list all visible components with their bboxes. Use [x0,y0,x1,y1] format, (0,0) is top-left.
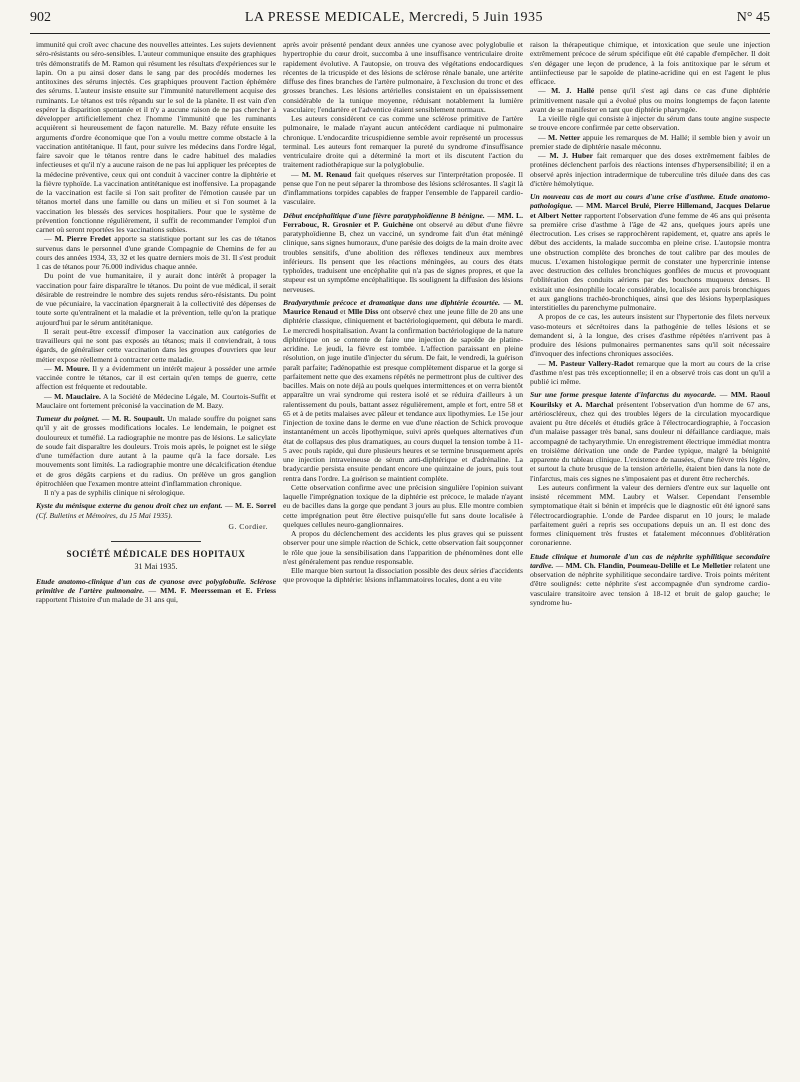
column-3 [530,40,770,1070]
author-name: MM. F. Meersseman et E. Friess [160,585,276,595]
author-name: Mlle Diss [347,307,379,316]
author-name: M. Pasteur Vallery-Radot [548,358,634,368]
paragraph: Du point de vue humanitaire, il y aurait donc intérêt à propager la vaccination pour faire disparaître le tétanos. Du point de vue médical, il serait désirable de restreindre le nombre des sujets rendus séro-résistants. Du point de vue pécuniaire, la vaccination épargnerait à la collectivité des dépenses de toute sorte qu'entraînent et la maladie et la prévention, telle qu'on la pratique aujourd'hui par le sérum antitétanique. [36,271,276,327]
author-name: M. Moure. [54,363,90,373]
paragraph: Elle marque bien surtout la dissociation possible des deux séries d'accidents que provoque la diphtérie: lésions inflammatoires locales, dont a eu vite [283,566,523,585]
paragraph: — M. J. Huber fait remarquer que des doses extrêmement faibles de protéines déclenchent parfois des réactions intenses d'hypersensibilité; il en a observé après injection intradermique de tuberculine très diluée dans des cas d'ictère hémolytique. [530,151,770,188]
section-title: Etude clinique et humorale d'un cas de néphrite syphilitique secondaire tardive. [530,551,770,570]
paragraph: — M. Pasteur Vallery-Radot remarque que la mort au cours de la crise d'asthme n'est pas très exceptionnelle; il en a observé trois cas dont un qu'il a publié ici même. [530,358,770,386]
paragraph: Cette observation confirme avec une précision singulière l'opinion suivant laquelle l'imprégnation toxique de la diphtérie est précoce, le malade n'ayant eu de bacilles dans la gorge que pendant 3 jours au plus. Elle montre combien cette imprégnation peut être élective puisqu'elle fut sans doute localisée à quelques cellules neuro-ganglionnaires. [283,482,523,529]
communication: Kyste du ménisque externe du genou droit chez un enfant. — M. E. Sorrel (Cf. Bulletins et Mémoires, du 15 Mai 1935). [36,501,276,520]
section-title: Kyste du ménisque externe du genou droit chez un enfant. [36,501,223,511]
section-title: Bradyarythmie précoce et dramatique dans une diphtérie écourtée. [283,297,501,307]
section-title: Sur une forme presque latente d'infarctus du myocarde. [530,390,717,400]
paragraph: Les auteurs confirment la valeur des derniers d'entre eux sur laquelle ont insisté récemment MM. Laubry et Walser. Cependant l'ensemble symptomatique était si bénin et imprécis que le diagnostic eût été ignoré sans l'électrocardiographie. L'onde de Pardee disparut en 10 jours; le malade parfaitement guéri a repris ses occupations depuis un an. Il est donc des formes cliniquement très frustes et fatalement méconnues d'oblitération coronarienne. [530,482,770,548]
session-date: 31 Mai 1935. [134,562,178,572]
paragraph: raison la thérapeutique chimique, et intoxication que seule une injection extrêmement précoce de sérum spécifique eût été capable d'empêcher. Il doit s'en dégager une leçon de prudence, à la fois antitoxique par le sérum et antiinfectieuse par le sapoïde de platine-acridine qui en est l'agent le plus efficace. [530,40,770,86]
paragraph: — M. Pierre Fredet apporte sa statistique portant sur les cas de tétanos survenus dans le personnel d'une grande Compagnie de Chemins de fer au cours des années 1934, 33, 32 et les quatre derniers mois de 31. Il s'est produit 1 cas de tétanos pour 76.000 individus chaque année. [36,234,276,271]
section-title: Etude anatomo-clinique d'un cas de cyanose avec polyglobulie. Sclérose primitive de l'artère pulmonaire. [36,576,276,595]
author-name: M. Mauclaire. [54,391,101,401]
issue-number: N° 45 [736,10,770,25]
author-name: M. Pierre Fredet [54,234,112,244]
journal-title: LA PRESSE MEDICALE, Mercredi, 5 Juin 1935 [244,10,543,25]
page-header [30,10,770,32]
society-heading: SOCIÉTÉ MÉDICALE DES HOPITAUX [66,549,246,559]
header-rule [30,33,770,34]
paragraph: A propos de ce cas, les auteurs insistent sur l'hypertonie des filets nerveux vaso-moteurs et sécrétoires dans la pathogénie de telles lésions et se demandent si, à la longue, des crises d'asthme répétées n'arrivent pas à produire des lésions pulmonaires permanentes sans qu'il soit nécessaire d'invoquer des infections chroniques associées. [530,312,770,359]
communication: Tumeur du poignet. — M. R. Soupault. Un malade souffre du poignet sans qu'il y ait de grosses modifications locales. Le lendemain, le poignet est douloureux et tuméfié. La radiographie ne montre pas de lésions. Le salicylate de soude fait disparaître les douleurs. Trois mois après, le poignet est le siège d'une tuméfaction dure autant à la paume qu'à la face dorsale. Les mouvements sont limités. La radiographie montre une décalcification étendue et de gros dégâts carpiens et du radius. On prélève un gros ganglion épitrochléen que l'examen montre atteint d'inflammation chronique. [36,414,276,488]
paragraph: Il serait peut-être excessif d'imposer la vaccination aux catégories de travailleurs qui ne sont pas exposés au tétanos; mais il conviendrait, à tous égards, de généraliser cette vaccination dans les groupes d'ouvriers que leur métier expose réellement à contracter cette maladie. [36,326,276,364]
author-name: M. Netter [548,132,581,142]
paragraph: Il n'y a pas de syphilis clinique ni sérologique. [44,488,185,497]
section-title: Début encéphalitique d'une fièvre paratyphoïdienne B bénigne. [283,210,485,220]
author-name: M. R. Soupault. [112,414,165,423]
section-divider [111,541,201,542]
author-name: M. J. Huber [549,151,593,160]
paragraph: A propos du déclenchement des accidents les plus graves qui se puissent observer pour une simple réaction de Schick, cette observation fait soupçonner le rôle que joue la sensibilisation dans l'apparition de phénomènes dont elle n'est généralement pas rendue responsable. [283,529,523,566]
author-name: MM. L. Ferrabouc, R. Grosnier et P. Guichène [283,210,523,229]
author-name: MM. Marcel Brulé, Pierre Hillemand, Jacques Delarue et Albert Netter [530,201,770,220]
column-1 [36,40,276,1070]
author-name: M. E. Sorrel [235,501,276,511]
author-name: M. J. Hallé [551,86,595,96]
paragraph: — M. Moure. Il y a évidemment un intérêt majeur à posséder une armée vaccinée contre le tétanos, car il est certain qu'en temps de guerre, cette affection est fréquente et redoutable. [36,363,276,392]
communication: Etude anatomo-clinique d'un cas de cyanose avec polyglobulie. Sclérose primitive de l'artère pulmonaire. — MM. F. Meersseman et E. Friess rapportent l'histoire d'un malade de 31 ans qui, [36,576,276,604]
communication: Début encéphalitique d'une fièvre paratyphoïdienne B bénigne. — MM. L. Ferrabouc, R. Grosnier et P. Guichène ont observé au début d'une fièvre paratyphoïdienne B, chez un vacciné, un syndrome fait d'un état méningé clinique, sans signes humoraux, d'une parésie des doigts de la main droite avec troubles sensitifs, d'une abolition des réflexes tendineux aux membres inférieurs. Ils pensent que les réactions méningées, au cours des états typhoïdes, traduisent une encéphalite qui n'a pas de signes propres, et que la stupeur est un symptôme encéphalitique. Ils soulignent la diffusion des lésions nerveuses. [283,210,523,294]
paragraph: immunité qui croît avec chacune des nouvelles atteintes. Les sujets deviennent séro-résistants ou séro-sensibles. L'auteur communique ensuite des graphiques très démonstratifs de M. Ramon qui résument les résultats d'expériences sur le lapin. On a pu ainsi doser dans le sang par des procédés modernes les antitoxines des sérums injectés. Ces graphiques prouvent l'action éphémère des sérums. L'auteur insiste ensuite sur l'immunité naturellement acquise des ruminants. Le tétanos est très répandu sur le sol de la planète. Il est vain d'en espérer la disparition spontanée et il n'y a aucune raison de ne pas chercher à développer artificiellement chez l'homme l'immunité que les ruminants acquièrent si heureusement de façon naturelle. M. Bazy réfute ensuite les arguments d'ordre économique que l'on a voulu mettre comme obstacle à la vaccination antitétanique. Il faut, pour suivre les médecins dans l'ordre légal, faire savoir que le tétanos rentre dans le cadre habituel des maladies infectieuses et qu'il n'y a aucune raison de ne pas lui appliquer les préceptes de la médecine préventive, ceux qui ont conduit à vacciner contre la diphtérie et la fièvre typhoïde. La vaccination antitétanique est inoffensive. La propagande de la vaccination est facile si l'on sait profiter de l'émotion causée par un tétanos mortel dans une famille ou dans un milieu et si l'on soumet à la vaccination les blessés des services hospitaliers. Pour que le système de prévention fonctionne régulièrement, il suffit de recommander l'emploi d'un carnet où seront reportées les vaccinations subies. [36,40,276,234]
paragraph: après avoir présenté pendant deux années une cyanose avec polyglobulie et hypertrophie du cœur droit, succomba à une insuffisance ventriculaire droite rapidement évolutive. A l'autopsie, on trouva des végétations endocardiques récentes de la tricuspide et des lésions de sclérose rénale banale, une artérite diffuse des fines branches de l'artère pulmonaire, à l'exclusion du tronc et des grosses branches. Les lésions artérielles consistaient en un épaississement considérable de la tunique moyenne, réduisant notablement la lumière vasculaire; l'endartère et l'adventice étaient sensiblement normaux. [283,40,523,114]
page-number: 902 [30,10,51,25]
author-name: M. Maurice Renaud [283,297,523,316]
paragraph: — M. Netter appuie les remarques de M. Hallé; il semble bien y avoir un premier stade de diphtérie nasale méconnu. [530,132,770,151]
section-title: Tumeur du poignet. [36,414,100,423]
communication: Bradyarythmie précoce et dramatique dans une diphtérie écourtée. — M. Maurice Renaud et Mlle Diss ont observé chez une jeune fille de 20 ans une diphtérie classique, cliniquement et bactériologiquement, qui débuta le mardi. Le mercredi hospitalisation. Avant la confirmation bactériologique de la nature diphtérique on se contente de faire une injection de sapoïde de platine-acridine. Le jeudi, la fièvre est tombée. L'affection paraissant en pleine résolution, on juge inutile d'injecter du sérum. De fait, le vendredi, la guérison paraît parfaite; l'adénopathie est presque complètement disparue et la gorge si parfaitement nette que des examens répétés ne permettront plus de cultiver des bacilles. Mais on note déjà au pouls quelques intermittences et on verra bientôt apparaître un vrai syndrome qui restera isolé et se réduira d'ailleurs à un ralentissement du pouls, battant assez régulièrement, ample et fort, entre 58 et 65 et à de petits malaises avec pâleur et tendance aux lipothymies. Le 15e jour l'injection de toxine dans le derme en vue d'une réaction de Schick provoque instantanément un accès lipothymique, suivi après quelques alternatives d'un état de collapsus des plus dramatiques, au cours duquel la tension tombe à 11-5 avec pouls rapide, qui dure plusieurs heures et se termine brusquement après une injection intraveineuse de sérum anti-diphtérique et d'adrénaline. La bradycardie persista ensuite pendant encore une quinzaine de jours, puis tout rentra dans l'ordre. La guérison se maintient complète. [283,297,523,483]
paragraph: La vieille règle qui consiste à injecter du sérum dans toute angine suspecte se trouve encore confirmée par cette observation. [530,114,770,133]
communication: Sur une forme presque latente d'infarctus du myocarde. — MM. Raoul Kourilsky et A. Marchal présentent l'observation d'un homme de 67 ans, artérioscléreux, chez qui des troubles légers de la circulation myocardique avaient pu être décelés et étudiés grâce à l'électrocardiographie, à l'occasion d'un malaise passager très banal, sans douleur ni défaillance cardiaque, mais accompagné de tachyarythmie. Un enregistrement électrique immédiat montra en troisième dérivation une onde de Pardee typique, malgré la bénignité apparente du tableau clinique. L'existence de nausées, d'une fièvre très légère, et surtout la chute brusque de la tension artérielle, étaient bien dans la note de l'infarctus, mais ces signes ne s'imposaient pas et durent être recherchés. [530,390,770,483]
column-2 [283,40,523,1070]
author-name: MM. Raoul Kourilsky et A. Marchal [530,390,770,409]
paragraph: — M. Mauclaire. A la Société de Médecine Légale, M. Courtois-Suffit et Mauclaire ont fortement préconisé la vaccination de M. Bazy. [36,391,276,410]
communication: Un nouveau cas de mort au cours d'une crise d'asthme. Etude anatomo-pathologique. — MM. Marcel Brulé, Pierre Hillemand, Jacques Delarue et Albert Netter rapportent l'observation d'une femme de 46 ans qui présenta sa première crise d'asthme à l'âge de 42 ans, quelques jours après une électrocution. Les crises se rapprochèrent rapidement, et, quatre ans après le début des accidents, la malade succomba en pleine crise. L'autopsie montra une obstruction complète des bronches de tout calibre par des moules de mucus. L'examen histologique permit de constater une hypercrinie intense avec destruction des cellules bronchiques gonflées de mucus et provoquant l'oblitération des conduits aériens par des bouchons muqueux denses. Il existait une éosinophilie locale considérable, localisée aux parois bronchiques et aux ganglions trachéo-bronchiques, ainsi que des lésions hyperplasiques interstitielles du parenchyme pulmonaire. [530,192,770,312]
section-title: Un nouveau cas de mort au cours d'une crise d'asthme. Etude anatomo-pathologique. [530,192,770,211]
paragraph: — M. M. Renaud fait quelques réserves sur l'interprétation proposée. Il pense que l'on ne peut séparer la thrombose des lésions sclérosantes. Il s'agit là d'inflammations torpides capables de frapper l'ensemble de l'appareil cardio-vasculaire. [283,169,523,207]
author-name: M. M. Renaud [301,169,352,179]
paragraph: — M. J. Hallé pense qu'il s'est agi dans ce cas d'une diphtérie primitivement nasale qui a évolué plus ou moins longtemps de façon latente avant de se manifester en tant que diphtérie pharyngée. [530,86,770,114]
author-name: MM. Ch. Flandin, Poumeau-Delille et Le Melletier [565,560,732,570]
paragraph: Les auteurs considèrent ce cas comme une sclérose primitive de l'artère pulmonaire, le malade n'ayant aucun antécédent cardiaque ni pulmonaire chronique. L'endocardite tricuspidienne semble avoir représenté un processus terminal. Les auteurs font remarquer la pureté du syndrome d'insuffisance ventriculaire droite qui a déterminé la mort et ils discutent l'action du traitement radiothérapique sur la polyglobulie. [283,114,523,170]
communication: Etude clinique et humorale d'un cas de néphrite syphilitique secondaire tardive. — MM. Ch. Flandin, Poumeau-Delille et Le Melletier relatent une observation de néphrite syphilitique secondaire tardive. Trois points méritent d'être soulignés: cette néphrite s'est accompagnée d'un syndrome cardio-vasculaire transitoire avec tension à 18-12 et bruit de galop gauche; le syndrome hu- [530,551,770,607]
signature: G. Cordier. [228,521,268,531]
